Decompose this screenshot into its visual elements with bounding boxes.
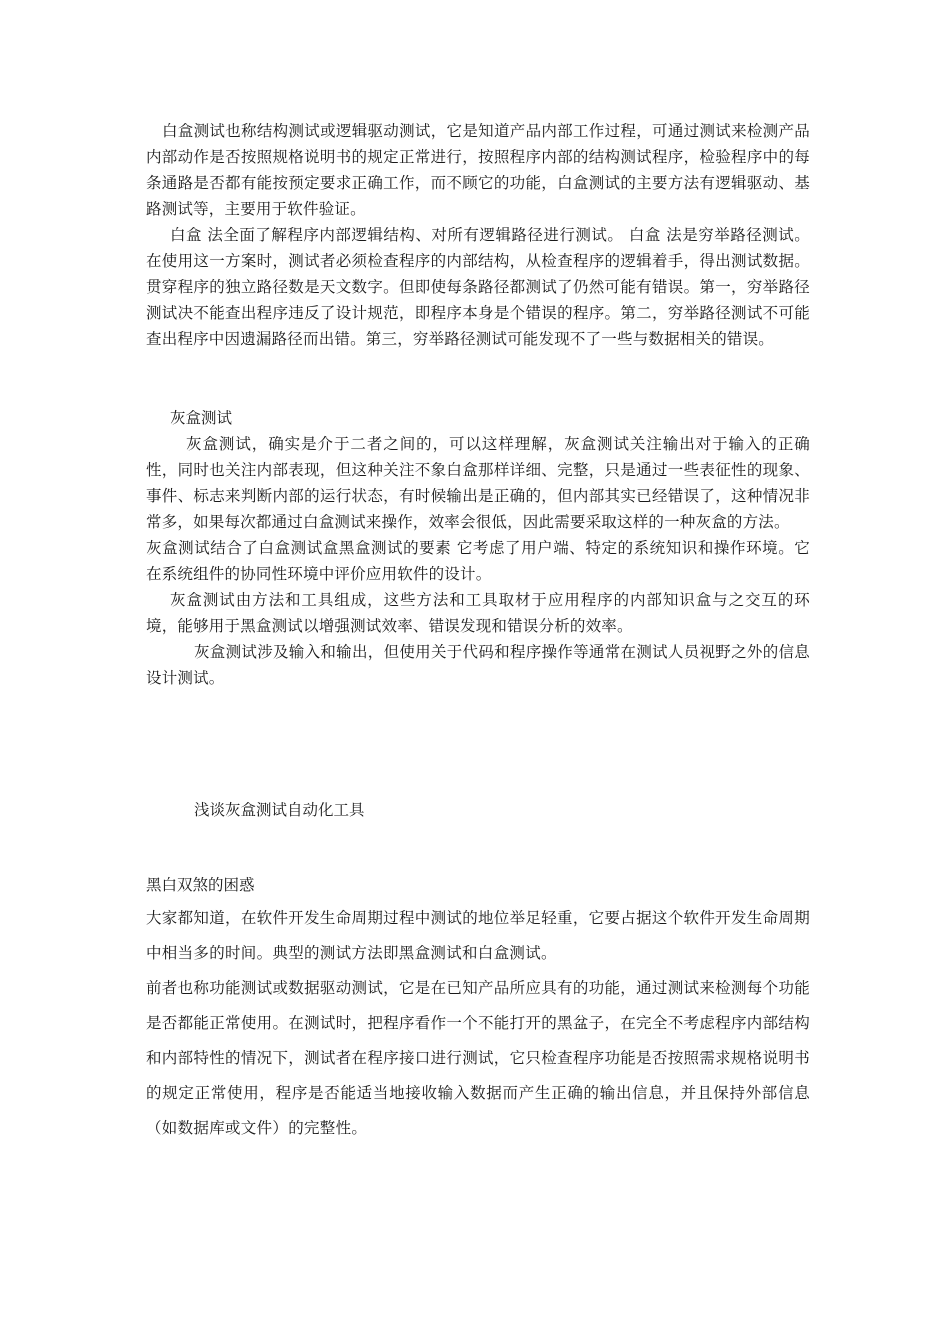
paragraph-whitebox-method: 白盒 法全面了解程序内部逻辑结构、对所有逻辑路径进行测试。 白盒 法是穷举路径测试。在使用这一方案时，测试者必须检查程序的内部结构，从检查程序的逻辑着手，得出测试数据。贯穿程序的独立路径数是天文数字。但即使每条路径都测试了仍然可能有错误。第一，穷举路径测试决不能查出程序违反了设计规范，即程序本身是个错误的程序。第二，穷举路径测试不可能查出程序中因遗漏路径而出错。第三，穷举路径测试可能发现不了一些与数据相关的错误。 xyxy=(146,226,810,348)
paragraph-whitebox: 白盒测试也称结构测试或逻辑驱动测试，它是知道产品内部工作过程，可通过测试来检测产品内部动作是否按照规格说明书的规定正常进行，按照程序内部的结构测试程序，检验程序中的每条通路是否都有能按预定要求正确工作，而不顾它的功能，白盒测试的主要方法有逻辑驱动、基路测试等，主要用于软件验证。 xyxy=(146,122,810,218)
paragraph-graybox-1: 灰盒测试，确实是介于二者之间的，可以这样理解，灰盒测试关注输出对于输入的正确性，同时也关注内部表现，但这种关注不象白盒那样详细、完整，只是通过一些表征性的现象、事件、标志来判断内部的运行状态，有时候输出是正确的，但内部其实已经错误了，这种情况非常多，如果每次都通过白盒测试来操作，效率会很低，因此需要采取这样的一种灰盒的方法。 xyxy=(146,435,810,531)
section-graybox xyxy=(146,405,810,691)
heading-graybox: 灰盒测试 xyxy=(170,409,233,427)
heading-tools: 浅谈灰盒测试自动化工具 xyxy=(194,801,365,819)
section-whitebox xyxy=(146,118,810,352)
paragraph-intro: 大家都知道，在软件开发生命周期过程中测试的地位举足轻重，它要占据这个软件开发生命周期中相当多的时间。典型的测试方法即黑盒测试和白盒测试。 xyxy=(146,909,810,962)
paragraph-graybox-4: 灰盒测试涉及输入和输出，但使用关于代码和程序操作等通常在测试人员视野之外的信息设计测试。 xyxy=(146,643,810,687)
heading-confusion: 黑白双煞的困惑 xyxy=(146,876,255,894)
paragraph-graybox-3: 灰盒测试由方法和工具组成，这些方法和工具取材于应用程序的内部知识盒与之交互的环境，能够用于黑盒测试以增强测试效率、错误发现和错误分析的效率。 xyxy=(146,591,810,635)
paragraph-blackbox: 前者也称功能测试或数据驱动测试，它是在已知产品所应具有的功能，通过测试来检测每个功能是否都能正常使用。在测试时，把程序看作一个不能打开的黑盆子，在完全不考虑程序内部结构和内部特性的情况下，测试者在程序接口进行测试，它只检查程序功能是否按照需求规格说明书的规定正常使用，程序是否能适当地接收输入数据而产生正确的输出信息，并且保持外部信息（如数据库或文件）的完整性。 xyxy=(146,979,810,1137)
section-confusion xyxy=(146,872,810,1146)
paragraph-graybox-2: 灰盒测试结合了白盒测试盒黑盒测试的要素 它考虑了用户端、特定的系统知识和操作环境。它在系统组件的协同性环境中评价应用软件的设计。 xyxy=(146,539,810,583)
section-tools-title xyxy=(146,797,810,823)
